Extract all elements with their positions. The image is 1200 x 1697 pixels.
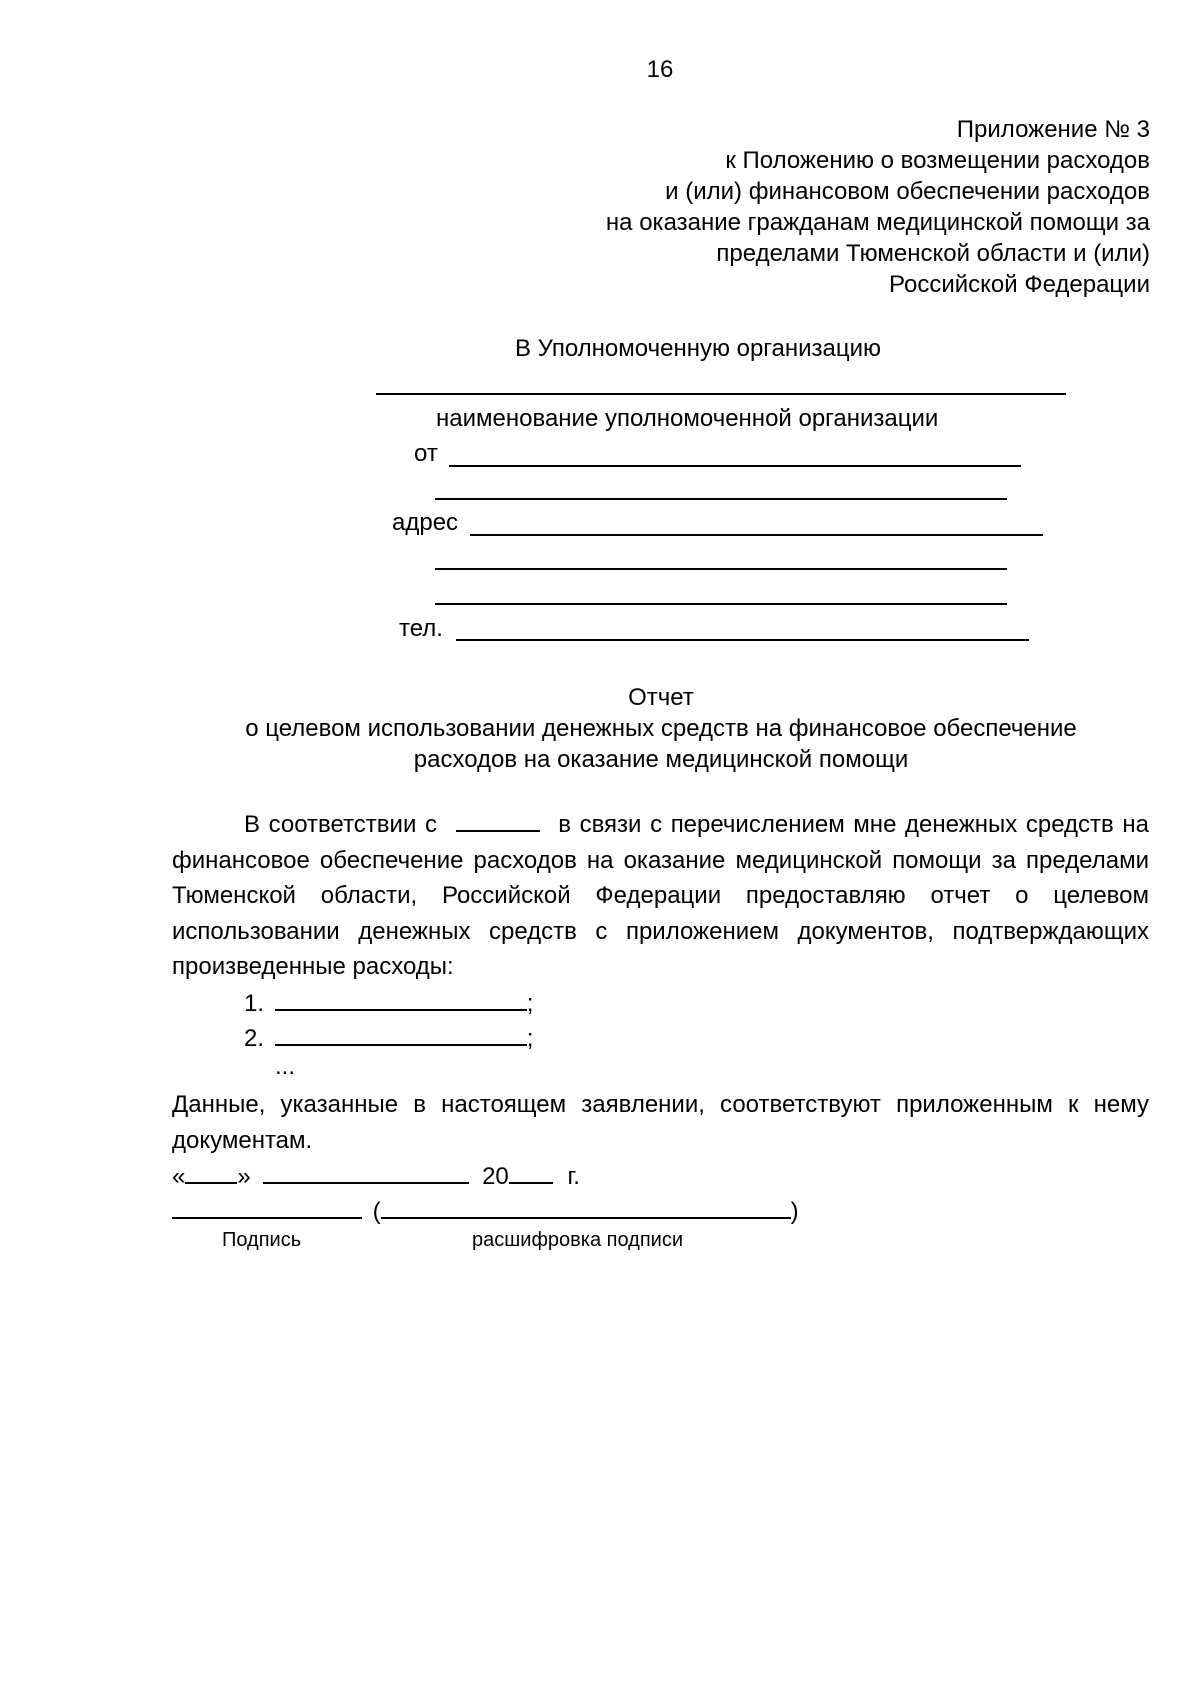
body-p1-start: В соответствии с — [244, 811, 437, 838]
body-paragraph-2: Данные, указанные в настоящем заявлении, соответствуют приложенным к нему документам. — [172, 1091, 1149, 1154]
from-line-1[interactable] — [449, 465, 1021, 467]
basis-blank[interactable] — [456, 808, 540, 832]
appendix-line-2: к Положению о возмещении расходов — [725, 147, 1150, 174]
appendix-line-1: Приложение № 3 — [956, 116, 1150, 143]
report-subtitle-line-1: о целевом использовании денежных средств на финансовое обеспечение — [245, 715, 1077, 742]
list-item-2-blank[interactable] — [275, 1022, 527, 1046]
addressee-heading: В Уполномоченную организацию — [515, 335, 882, 362]
list-item-1-blank[interactable] — [275, 987, 527, 1011]
address-line-1[interactable] — [470, 534, 1043, 536]
phone-label: тел. — [399, 615, 443, 642]
page-number: 16 — [646, 56, 674, 83]
phone-line[interactable] — [456, 639, 1029, 641]
appendix-line-6: Российской Федерации — [889, 271, 1150, 298]
report-subtitle-line-2: расходов на оказание медицинской помощи — [413, 746, 909, 773]
body-p1-rest: в связи с перечислением мне денежных средств на финансовое обеспечение расходов на оказание медицинской помощи за пределами Тюменской области, Российской Федерации предоставляю отчет о целевом использовании денежных средств с приложением документов, подтверждающих произведенные расходы: — [172, 811, 1150, 980]
day-blank[interactable] — [185, 1160, 237, 1184]
signature-decoding-blank[interactable] — [381, 1195, 791, 1219]
appendix-line-5: пределами Тюменской области и (или) — [716, 240, 1150, 267]
list-item-1-end: ; — [526, 990, 534, 1017]
address-line-2[interactable] — [435, 568, 1007, 570]
year-suffix: г. — [567, 1163, 580, 1190]
org-caption: наименование уполномоченной организации — [436, 405, 939, 432]
decoding-caption: расшифровка подписи — [472, 1229, 684, 1251]
report-title: Отчет — [628, 684, 694, 711]
list-ellipsis: ... — [275, 1053, 296, 1080]
list-item-1 — [244, 987, 533, 1018]
signature-caption: Подпись — [222, 1229, 302, 1251]
from-line-2[interactable] — [435, 498, 1007, 500]
from-label: от — [414, 440, 438, 467]
list-item-2-number: 2. — [244, 1025, 265, 1052]
date-quote-open: « — [172, 1163, 186, 1190]
body-paragraph — [172, 807, 1149, 985]
appendix-line-4: на оказание гражданам медицинской помощи за — [605, 209, 1150, 236]
paren-close: ) — [790, 1198, 799, 1225]
list-item-1-number: 1. — [244, 990, 265, 1017]
signature-row — [172, 1195, 799, 1226]
signature-blank[interactable] — [172, 1195, 362, 1219]
address-line-3[interactable] — [435, 603, 1007, 605]
org-name-line[interactable] — [376, 393, 1066, 395]
year-prefix: 20 — [482, 1163, 509, 1190]
appendix-line-3: и (или) финансовом обеспечении расходов — [665, 178, 1150, 205]
appendix-block — [450, 114, 1150, 300]
month-blank[interactable] — [263, 1160, 469, 1184]
list-item-2-end: ; — [526, 1025, 534, 1052]
address-label: адрес — [392, 509, 459, 536]
date-line — [172, 1160, 580, 1191]
paren-open: ( — [372, 1198, 381, 1225]
date-quote-close: » — [237, 1163, 251, 1190]
year-blank[interactable] — [509, 1160, 553, 1184]
list-item-2 — [244, 1022, 533, 1053]
